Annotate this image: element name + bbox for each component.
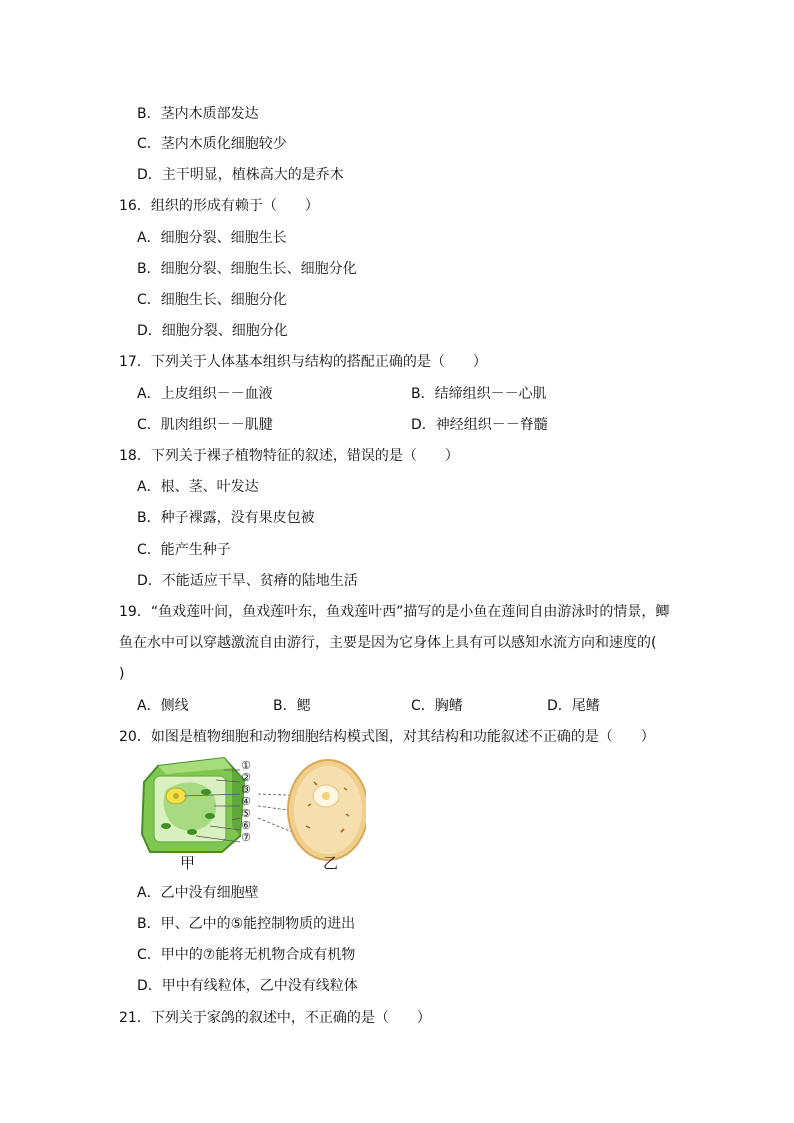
question-19-line-3: ) (119, 666, 125, 682)
q17-option-b: B．结缔组织－－心肌 (411, 386, 547, 402)
q19-option-d: D．尾鳍 (547, 698, 600, 714)
marker-5: ⑤ (241, 807, 251, 820)
question-20: 20．如图是植物细胞和动物细胞结构模式图，对其结构和功能叙述不正确的是（ ） (119, 729, 655, 745)
q19-option-b: B．鳃 (273, 698, 311, 714)
q18-option-d: D．不能适应干旱、贫瘠的陆地生活 (137, 573, 358, 589)
q19-option-c: C．胸鳍 (411, 698, 463, 714)
question-19-line-1: 19．“鱼戏莲叶间，鱼戏莲叶东，鱼戏莲叶西”描写的是小鱼在莲间自由游泳时的情景，鲫 (119, 604, 670, 620)
question-18: 18．下列关于裸子植物特征的叙述，错误的是（ ） (119, 448, 459, 464)
q20-option-d: D．甲中有线粒体，乙中没有线粒体 (137, 978, 358, 994)
marker-4: ④ (241, 795, 251, 808)
marker-1: ① (241, 759, 251, 772)
marker-6: ⑥ (241, 819, 251, 832)
option-c: C．茎内木质化细胞较少 (137, 136, 287, 152)
question-16: 16．组织的形成有赖于（ ） (119, 198, 319, 214)
question-17: 17．下列关于人体基本组织与结构的搭配正确的是（ ） (119, 354, 487, 370)
q18-option-a: A．根、茎、叶发达 (137, 479, 259, 495)
label-yi: 乙 (323, 854, 339, 872)
q17-option-c: C．肌肉组织－－肌腱 (137, 417, 273, 433)
question-19-line-2: 鱼在水中可以穿越激流自由游行，主要是因为它身体上具有可以感知水流方向和速度的( (119, 635, 657, 651)
q17-option-a: A．上皮组织－－血液 (137, 386, 273, 402)
q16-option-d: D．细胞分裂、细胞分化 (137, 323, 288, 339)
q20-option-b: B．甲、乙中的⑤能控制物质的进出 (137, 916, 356, 932)
plant-cell (142, 758, 244, 852)
q20-option-a: A．乙中没有细胞壁 (137, 885, 259, 901)
marker-7: ⑦ (241, 831, 251, 844)
marker-3: ③ (241, 783, 251, 796)
q19-option-a: A．侧线 (137, 698, 189, 714)
animal-cell (288, 760, 366, 860)
q20-option-c: C．甲中的⑦能将无机物合成有机物 (137, 947, 356, 963)
marker-2: ② (241, 771, 251, 784)
option-b: B．茎内木质部发达 (137, 106, 259, 122)
label-jia: 甲 (180, 854, 196, 872)
option-d: D．主干明显，植株高大的是乔木 (137, 167, 344, 183)
q17-option-d: D．神经组织－－脊髓 (411, 417, 548, 433)
question-21: 21．下列关于家鸽的叙述中，不正确的是（ ） (119, 1010, 431, 1026)
q16-option-c: C．细胞生长、细胞分化 (137, 292, 287, 308)
q16-option-b: B．细胞分裂、细胞生长、细胞分化 (137, 261, 357, 277)
q18-option-c: C．能产生种子 (137, 542, 231, 558)
q18-option-b: B．种子裸露，没有果皮包被 (137, 510, 315, 526)
q16-option-a: A．细胞分裂、细胞生长 (137, 230, 287, 246)
